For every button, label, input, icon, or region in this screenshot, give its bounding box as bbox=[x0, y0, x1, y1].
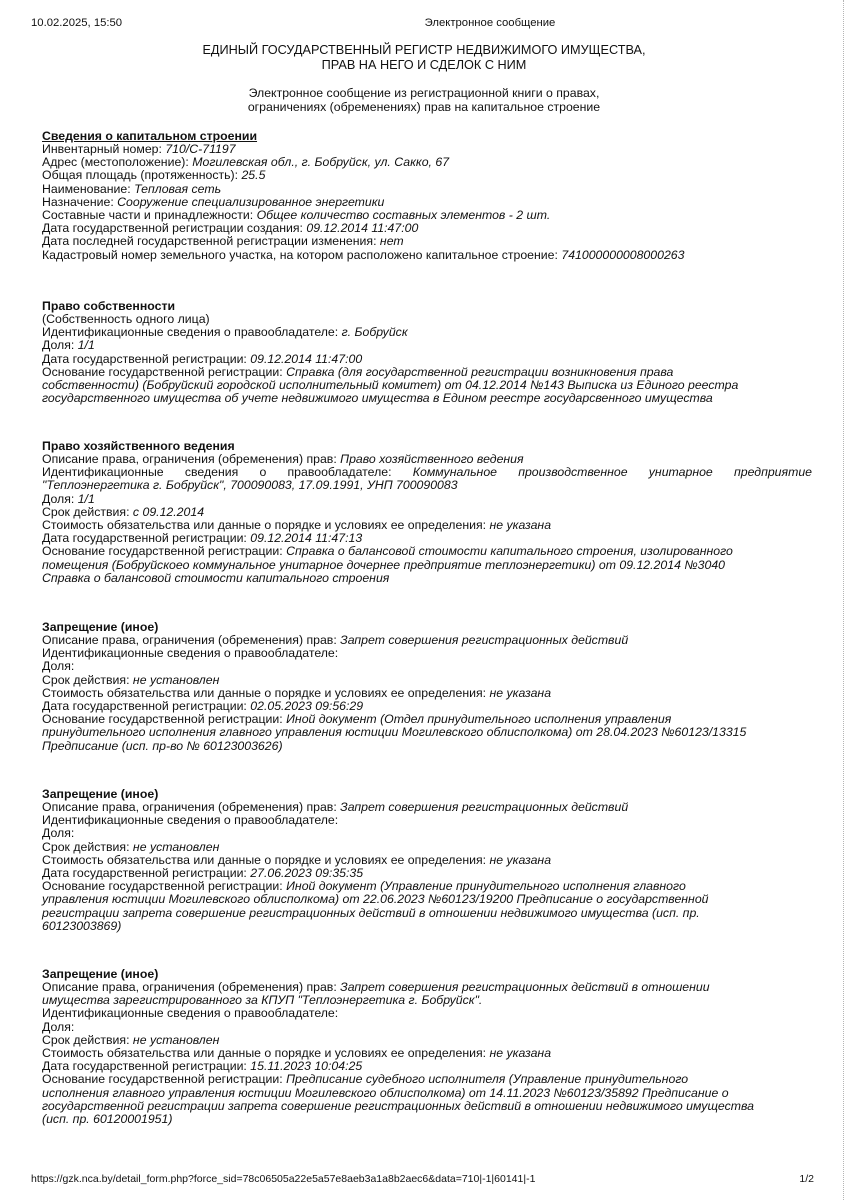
building-section bbox=[42, 129, 812, 262]
field-holder bbox=[42, 326, 812, 339]
field-share: Доля: bbox=[42, 1019, 75, 1034]
field-label: Дата последней государственной регистрации изменения: bbox=[42, 234, 380, 249]
field-label: Основание государственной регистрации: bbox=[42, 712, 287, 727]
field-label: Стоимость обязательства или данные о порядке и условиях ее определения: bbox=[42, 685, 490, 700]
scan-edge-line bbox=[841, 0, 844, 1200]
page-number: 1/2 bbox=[799, 1173, 814, 1185]
field-value: Запрет совершения регистрационных действий в отношении bbox=[340, 980, 710, 994]
field-label: Основание государственной регистрации: bbox=[42, 544, 287, 559]
title-line-2: ПРАВ НА НЕГО И СДЕЛОК С НИМ bbox=[321, 58, 527, 72]
field-value: с 09.12.2014 bbox=[132, 504, 205, 519]
field-label: Стоимость обязательства или данные о порядке и условиях ее определения: bbox=[42, 1046, 490, 1061]
field-value: не установлен bbox=[132, 672, 220, 687]
field-basis-cont: Справка о балансовой стоимости капитального строения bbox=[42, 570, 390, 585]
field-basis-cont: исполнения главного управления юстиции Могилевского облисполкома) от 14.11.2023 №60123/35892 Предписание о bbox=[42, 1085, 729, 1100]
field-value: Справка (для государственной регистрации возникновения права bbox=[286, 364, 674, 379]
field-description-cont: имущества зарегистрированного за КПУП "Теплоэнергетика г. Бобруйск". bbox=[42, 993, 483, 1008]
field-label: Описание права, ограничения (обременения) прав: bbox=[42, 800, 341, 814]
field-value: 1/1 bbox=[77, 491, 95, 506]
field-value: 25.5 bbox=[241, 168, 266, 183]
field-basis-cont: принудительного исполнения главного управления юстиции Могилевского облисполкома) от 28.04.2023 №60123/13315 bbox=[42, 725, 747, 740]
field-label: Назначение: bbox=[42, 194, 118, 209]
subtitle-line-2: ограничениях (обременениях) прав на капитальное строение bbox=[247, 100, 601, 114]
field-label: Наименование: bbox=[42, 181, 135, 196]
field-value: Могилевская обл., г. Бобруйск, ул. Сакко, 67 bbox=[192, 155, 450, 170]
section-title: Право хозяйственного ведения bbox=[42, 439, 235, 453]
field-value: г. Бобруйск bbox=[341, 325, 408, 340]
field-basis bbox=[42, 1073, 812, 1086]
field-holder-cont: "Теплоэнергетика г. Бобруйск", 700090083, 17.09.1991, УНП 700090083 bbox=[42, 478, 458, 493]
print-doc-type: Электронное сообщение bbox=[424, 17, 556, 29]
field-share: Доля: bbox=[42, 826, 75, 841]
field-value: 741000000008000263 bbox=[561, 247, 685, 262]
field-basis-cont: управления юстиции Могилевского облисполкома) от 22.06.2023 №60123/19200 Предписание о государственной bbox=[42, 892, 709, 907]
field-label: Дата государственной регистрации: bbox=[42, 351, 251, 366]
field-basis-cont: собственности) (Бобруйский городской исполнительный комитет) от 04.12.2014 №143 Выписка из Единого реестра bbox=[42, 378, 739, 393]
field-value: не установлен bbox=[132, 839, 220, 854]
field-label: Стоимость обязательства или данные о порядке и условиях ее определения: bbox=[42, 852, 490, 867]
field-value: не указана bbox=[489, 685, 552, 700]
field-label: Дата государственной регистрации: bbox=[42, 699, 251, 714]
field-basis-cont: Предписание (исп. пр-во № 60123003626) bbox=[42, 738, 283, 753]
field-value: 09.12.2014 11:47:13 bbox=[250, 531, 363, 546]
field-label: Доля: bbox=[42, 491, 78, 506]
field-value: 1/1 bbox=[77, 338, 95, 353]
document-title bbox=[0, 43, 848, 73]
field-label: Срок действия: bbox=[42, 839, 133, 854]
field-basis-cont: регистрации запрета совершение регистрационных действий в отношении недвижимого имущества (исп. пр. bbox=[42, 905, 700, 920]
field-label: Основание государственной регистрации: bbox=[42, 879, 287, 894]
title-line-1: ЕДИНЫЙ ГОСУДАРСТВЕННЫЙ РЕГИСТР НЕДВИЖИМОГО ИМУЩЕСТВА, bbox=[202, 43, 646, 57]
field-label: Идентификационные сведения о правообладателе: bbox=[42, 465, 413, 480]
section-title: Запрещение (иное) bbox=[42, 620, 159, 634]
field-cadastral-number bbox=[42, 249, 812, 262]
field-label: Доля: bbox=[42, 338, 78, 353]
ban-section-2 bbox=[42, 787, 812, 933]
ownership-section bbox=[42, 299, 812, 405]
field-value: не установлен bbox=[132, 1032, 220, 1047]
field-label: Общая площадь (протяженность): bbox=[42, 168, 242, 183]
field-label: Адрес (местоположение): bbox=[42, 155, 193, 170]
section-title: Запрещение (иное) bbox=[42, 787, 159, 801]
field-basis bbox=[42, 545, 812, 558]
field-label: Описание права, ограничения (обременения) прав: bbox=[42, 452, 341, 466]
field-basis-cont: государственного имущества об учете недвижимого имущества в Едином реестре государсвенного имущества bbox=[42, 391, 713, 406]
field-value: Справка о балансовой стоимости капитального строения, изолированного bbox=[286, 544, 733, 559]
field-value: Предписание судебного исполнителя (Управление принудительного bbox=[286, 1072, 689, 1087]
field-value: 15.11.2023 10:04:25 bbox=[250, 1059, 363, 1074]
document-subtitle bbox=[0, 86, 848, 114]
field-value: Право хозяйственного ведения bbox=[340, 452, 524, 466]
field-value: 27.06.2023 09:35:35 bbox=[250, 866, 364, 881]
field-label: Описание права, ограничения (обременения) прав: bbox=[42, 980, 341, 994]
field-value: Иной документ (Управление принудительного исполнения главного bbox=[286, 879, 686, 894]
field-label: Срок действия: bbox=[42, 504, 133, 519]
field-value: Общее количество составных элементов - 2 шт. bbox=[256, 208, 551, 223]
section-title: Сведения о капитальном строении bbox=[42, 129, 258, 143]
field-label: Основание государственной регистрации: bbox=[42, 364, 287, 379]
field-label: Составные части и принадлежности: bbox=[42, 208, 257, 223]
ban-section-1 bbox=[42, 620, 812, 753]
field-label: Стоимость обязательства или данные о порядке и условиях ее определения: bbox=[42, 518, 490, 533]
field-value: 710/C-71197 bbox=[165, 142, 236, 156]
field-label: Описание права, ограничения (обременения) прав: bbox=[42, 633, 341, 647]
subtitle-line-1: Электронное сообщение из регистрационной книги о правах, bbox=[248, 86, 600, 100]
field-value: 09.12.2014 11:47:00 bbox=[306, 221, 419, 236]
section-title: Право собственности bbox=[42, 299, 176, 313]
field-holder: Идентификационные сведения о правообладателе: bbox=[42, 1006, 339, 1021]
field-basis-cont: помещения (Бобруйскоео коммунальное унитарное дочернее предприятие теплоэнергетики) от 09.12.2014 №3040 bbox=[42, 557, 725, 572]
field-label: Дата государственной регистрации: bbox=[42, 1059, 251, 1074]
field-holder: Идентификационные сведения о правообладателе: bbox=[42, 646, 339, 661]
field-holder: Идентификационные сведения о правообладателе: bbox=[42, 813, 339, 828]
print-datetime: 10.02.2025, 15:50 bbox=[31, 17, 123, 29]
field-label: Дата государственной регистрации создания: bbox=[42, 221, 307, 236]
field-value: Коммунальное производственное унитарное предприятие bbox=[412, 465, 813, 480]
field-value: не указана bbox=[489, 852, 552, 867]
field-label: Идентификационные сведения о правообладателе: bbox=[42, 325, 342, 340]
field-basis-cont: 60123003869) bbox=[42, 918, 122, 933]
field-share: Доля: bbox=[42, 659, 75, 674]
field-label: Инвентарный номер: bbox=[42, 142, 166, 156]
field-label: Основание государственной регистрации: bbox=[42, 1072, 287, 1087]
print-url: https://gzk.nca.by/detail_form.php?force_sid=78c06505a22e5a57e8aeb3a1a8b2aec6&data=710|-1|60141|-1 bbox=[31, 1173, 536, 1185]
field-value: 09.12.2014 11:47:00 bbox=[250, 351, 363, 366]
field-value: не указана bbox=[489, 1046, 552, 1061]
field-label: Срок действия: bbox=[42, 1032, 133, 1047]
field-value: не указана bbox=[489, 518, 552, 533]
field-basis-cont: государственной регистрации запрета совершение регистрационных действий в отношении недвижимого имущества bbox=[42, 1098, 754, 1113]
economic-management-section bbox=[42, 439, 812, 585]
field-value: Запрет совершения регистрационных действий bbox=[340, 800, 629, 814]
field-value: Сооружение специализированное энергетики bbox=[117, 194, 385, 209]
ownership-type: (Собственность одного лица) bbox=[42, 312, 210, 326]
section-title: Запрещение (иное) bbox=[42, 967, 159, 981]
field-value: 02.05.2023 09:56:29 bbox=[250, 699, 364, 714]
ban-section-3 bbox=[42, 967, 812, 1126]
field-basis-cont: (исп. пр. 60120001951) bbox=[42, 1112, 173, 1127]
field-label: Кадастровый номер земельного участка, на котором расположено капитальное строение: bbox=[42, 247, 562, 262]
field-value: нет bbox=[379, 234, 404, 249]
field-value: Иной документ (Отдел принудительного исполнения управления bbox=[286, 712, 672, 727]
field-label: Дата государственной регистрации: bbox=[42, 866, 251, 881]
field-value: Запрет совершения регистрационных действий bbox=[340, 633, 629, 647]
field-label: Срок действия: bbox=[42, 672, 133, 687]
field-value: Тепловая сеть bbox=[134, 181, 222, 196]
field-label: Дата государственной регистрации: bbox=[42, 531, 251, 546]
